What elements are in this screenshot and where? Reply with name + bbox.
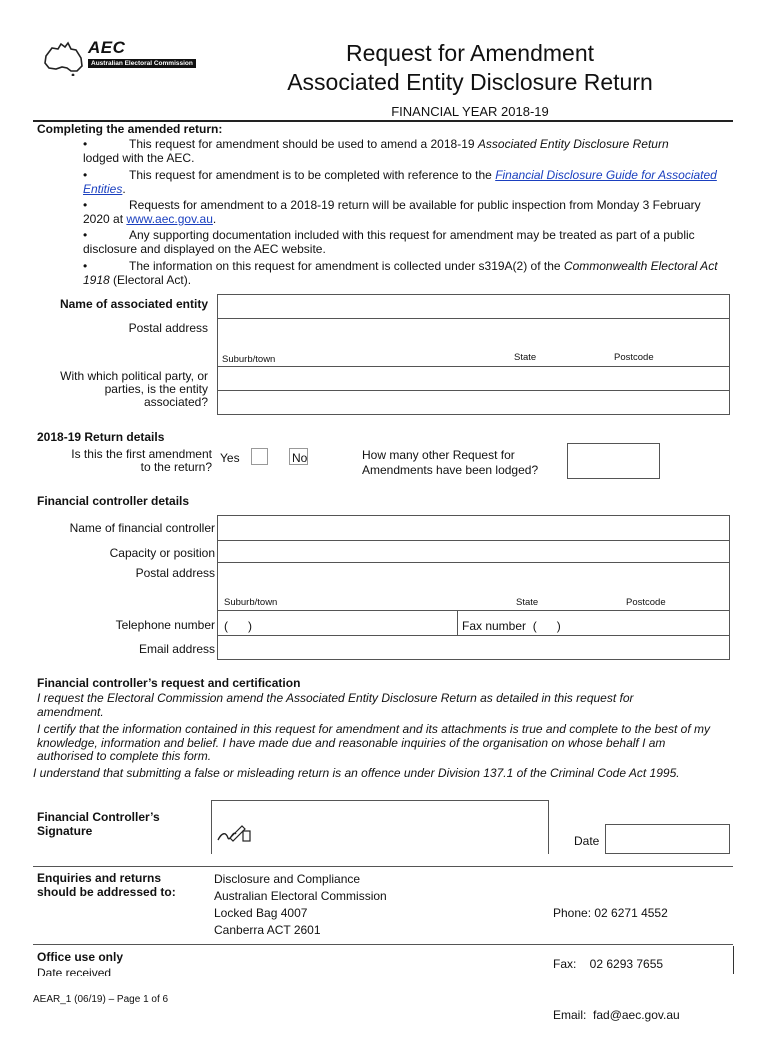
other-amendments-question: How many other Request for Amendments have been lodged? [362, 448, 539, 477]
enquiries-contacts [553, 871, 680, 1041]
yes-checkbox[interactable] [251, 448, 268, 465]
contact-phone: Phone: 02 6271 4552 [553, 906, 668, 920]
address-line-4: Canberra ACT 2601 [214, 923, 321, 937]
address-line-3: Locked Bag 4007 [214, 906, 308, 920]
signature-field[interactable] [211, 800, 549, 854]
entity-name-label: Name of associated entity [59, 297, 208, 311]
controller-postal-label: Postal address [135, 566, 215, 580]
entity-state-label: State [514, 352, 537, 363]
controller-phone-input[interactable] [218, 611, 456, 635]
controller-suburb-label: Suburb/town [224, 597, 278, 608]
certification-heading: Financial controller’s request and certification [37, 676, 301, 690]
completing-bullet-3: • Requests for amendment to a 2018-19 return will be available for public inspection from Monday 3 February 2020 at www.aec.gov.au. [83, 198, 701, 226]
contact-email: Email: fad@aec.gov.au [553, 1008, 680, 1022]
australia-map-icon [40, 40, 88, 76]
certification-para-3: I understand that submitting a false or misleading return is an offence under Division 137.1 of the Criminal Code Act 1995. [33, 766, 680, 780]
controller-capacity-label: Capacity or position [109, 546, 215, 560]
controller-state-label: State [516, 597, 539, 608]
signature-label: Financial Controller’s Signature [37, 810, 160, 838]
logo-subtext: Australian Electoral Commission [88, 59, 196, 68]
controller-email-label: Email address [138, 642, 215, 656]
enquiries-address [214, 871, 387, 939]
controller-fax-label: Fax number ( ) [462, 619, 561, 633]
page-footer: AEAR_1 (06/19) – Page 1 of 6 [33, 994, 169, 1005]
controller-capacity-input[interactable] [218, 541, 729, 562]
office-use-heading: Office use only [37, 950, 124, 964]
return-details-heading: 2018-19 Return details [37, 430, 165, 444]
no-label: No [292, 451, 308, 465]
aec-logo [40, 40, 200, 76]
controller-heading: Financial controller details [37, 494, 190, 508]
entity-suburb-label: Suburb/town [222, 354, 276, 365]
yes-label: Yes [220, 451, 240, 465]
controller-phone-parens: ( ) [224, 619, 252, 633]
aec-website-link[interactable]: www.aec.gov.au [126, 211, 213, 226]
completing-bullet-2: • This request for amendment is to be completed with reference to the Financial Disclosure Guide for Associated Entities. [83, 168, 717, 196]
completing-heading: Completing the amended return: [37, 122, 223, 136]
bullet-2: • [83, 168, 88, 182]
address-line-2: Australian Electoral Commission [214, 889, 387, 903]
first-amendment-question: Is this the first amendment to the return? [71, 447, 212, 474]
controller-email-input[interactable] [218, 636, 729, 659]
office-rule [33, 944, 733, 945]
office-date-received: Date received [37, 966, 112, 976]
office-box-edge [733, 946, 734, 974]
entity-postcode-label: Postcode [614, 352, 654, 363]
completing-bullet-4: • Any supporting documentation included with this request for amendment may be treated as part of a public disclosure and displayed on the AEC website. [83, 228, 695, 256]
bullet-5: • [83, 259, 88, 273]
controller-phone-label: Telephone number [115, 618, 215, 632]
certification-para-2: I certify that the information contained in this request for amendment and its attachments is true and complete to the best of my knowledge, information and belief. I have made due and reasonable inquiries of the organisation on whose behalf I am authorised to complete this form. [37, 722, 711, 763]
signature-date-label: Date [574, 834, 600, 848]
completing-bullet-1: • This request for amendment should be used to amend a 2018-19 Associated Entity Disclosure Return lodged with the AEC. [83, 137, 669, 165]
entity-divider-3 [217, 390, 730, 391]
other-amendments-count-input[interactable] [567, 443, 660, 479]
address-line-1: Disclosure and Compliance [214, 872, 361, 886]
page-title-line2: Associated Entity Disclosure Return [287, 69, 653, 95]
page-title-line1: Request for Amendment [345, 40, 595, 66]
controller-postcode-label: Postcode [626, 597, 666, 608]
entity-postal-label: Postal address [128, 321, 208, 335]
certification-para-1: I request the Electoral Commission amend the Associated Entity Disclosure Return as detailed in this request for amendment. [37, 691, 634, 719]
financial-year: FINANCIAL YEAR 2018-19 [391, 104, 549, 119]
controller-name-label: Name of financial controller [69, 521, 215, 535]
entity-party-label: With which political party, or parties, is the entity associated? [60, 369, 208, 409]
entity-name-input[interactable] [218, 295, 729, 318]
completing-bullet-5: • The information on this request for amendment is collected under s319A(2) of the Commonwealth Electoral Act 1918 (Electoral Act). [83, 259, 718, 287]
signature-pen-icon[interactable] [216, 822, 252, 844]
financial-disclosure-guide-link[interactable]: Financial Disclosure Guide for Associated Entities [83, 168, 717, 196]
bullet-1: • [83, 137, 88, 151]
signature-date-input[interactable] [605, 824, 730, 854]
logo-text: AEC [88, 38, 126, 57]
enquiries-label: Enquiries and returns should be addressed to: [37, 871, 176, 899]
bullet-4: • [83, 228, 88, 242]
bullet-3: • [83, 198, 88, 212]
enquiries-rule [33, 866, 733, 867]
contact-fax: Fax: 02 6293 7655 [553, 957, 664, 971]
controller-name-input[interactable] [218, 516, 729, 540]
